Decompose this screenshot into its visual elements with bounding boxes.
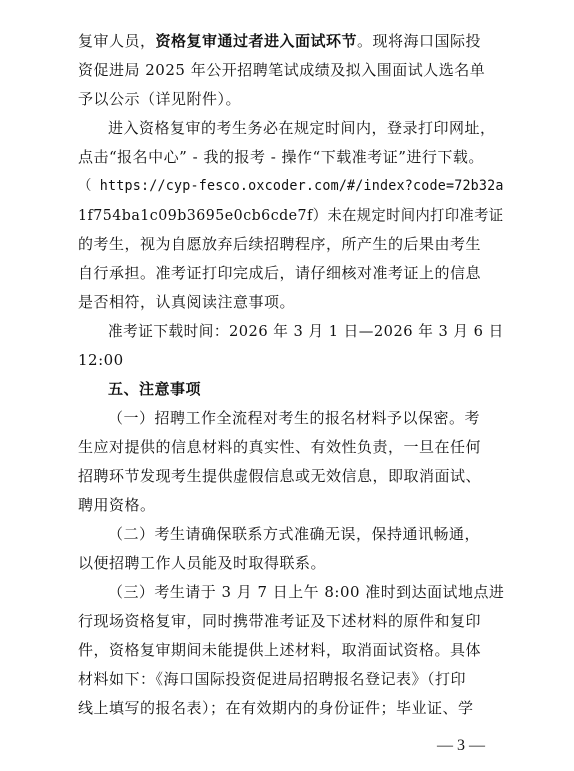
text-segment: 的考生，视为自愿放弃后续招聘程序，所产生的后果由考生 — [78, 235, 482, 253]
text-line — [78, 436, 481, 458]
text-line — [78, 668, 466, 690]
text-line — [78, 59, 485, 81]
text-line — [78, 233, 481, 255]
text-line — [78, 639, 481, 661]
text-segment: 招聘环节发现考生提供虚假信息或无效信息，即取消面试、 — [78, 467, 482, 485]
text-segment: 行现场资格复审，同时携带准考证及下述材料的原件和复印 — [78, 612, 482, 630]
text-segment: 线上填写的报名表）；在有效期内的身份证件；毕业证、学 — [78, 699, 474, 717]
text-segment: 资促进局 2025 年公开招聘笔试成绩及拟入围面试人选名单 — [78, 61, 486, 79]
text-segment: 五、注意事项 — [108, 380, 202, 398]
text-line — [78, 146, 484, 168]
page-number: — 3 — — [437, 737, 485, 754]
text-segment: （二）考生请确保联系方式准确无误，保持通讯畅通， — [108, 525, 481, 543]
section-heading — [108, 378, 201, 400]
text-line — [78, 262, 481, 284]
text-line — [78, 697, 474, 719]
text-line — [78, 88, 241, 110]
text-line — [78, 30, 481, 52]
text-segment: 件，资格复审期间未能提供上述材料，取消面试资格。具体 — [78, 641, 482, 659]
text-line — [78, 349, 124, 371]
text-segment: （一）招聘工作全流程对考生的报名材料予以保密。考 — [108, 409, 481, 427]
text-line — [108, 407, 480, 429]
text-segment: 是否相符，认真阅读注意事项。 — [78, 293, 296, 311]
text-segment: （ https://cyp-fesco.oxcoder.com/#/index?code=72b32a — [78, 178, 504, 194]
text-segment: 材料如下：《海口国际投资促进局招聘报名登记表》（打印 — [78, 670, 467, 688]
text-segment: 聘用资格。 — [78, 496, 156, 514]
text-line — [108, 320, 504, 342]
text-segment: 以便招聘工作人员能及时取得联系。 — [78, 554, 327, 572]
text-segment: （三）考生请于 3 月 7 日上午 8:00 准时到达面试地点进 — [108, 583, 505, 601]
text-segment: 点击“报名中心” - 我的报考 - 操作“下载准考证”进行下载。 — [78, 148, 484, 166]
text-segment: 自行承担。准考证打印完成后，请仔细核对准考证上的信息 — [78, 264, 482, 282]
text-segment: 12:00 — [78, 351, 124, 369]
text-segment: 生应对提供的信息材料的真实性、有效性负责，一旦在任何 — [78, 438, 482, 456]
text-line — [78, 552, 326, 574]
text-line — [78, 291, 295, 313]
text-segment: 。现将海口国际投 — [357, 32, 482, 50]
text-segment: 进入资格复审的考生务必在规定时间内，登录打印网址， — [108, 119, 496, 137]
text-line — [78, 610, 481, 632]
text-segment: 复审人员， — [78, 32, 156, 50]
text-line — [108, 117, 496, 139]
text-line — [78, 494, 156, 516]
text-segment: 1f754ba1c09b3695e0cb6cde7f）未在规定时间内打印准考证 — [78, 206, 504, 224]
text-line — [78, 465, 481, 487]
text-line — [108, 523, 480, 545]
text-segment: 准考证下载时间：2026 年 3 月 1 日—2026 年 3 月 6 日 — [108, 322, 504, 340]
text-segment: 予以公示（详见附件）。 — [78, 90, 242, 108]
text-line — [78, 204, 504, 226]
bold-text-segment: 资格复审通过者进入面试环节 — [155, 32, 358, 50]
url-line — [78, 175, 504, 197]
text-line — [108, 581, 504, 603]
